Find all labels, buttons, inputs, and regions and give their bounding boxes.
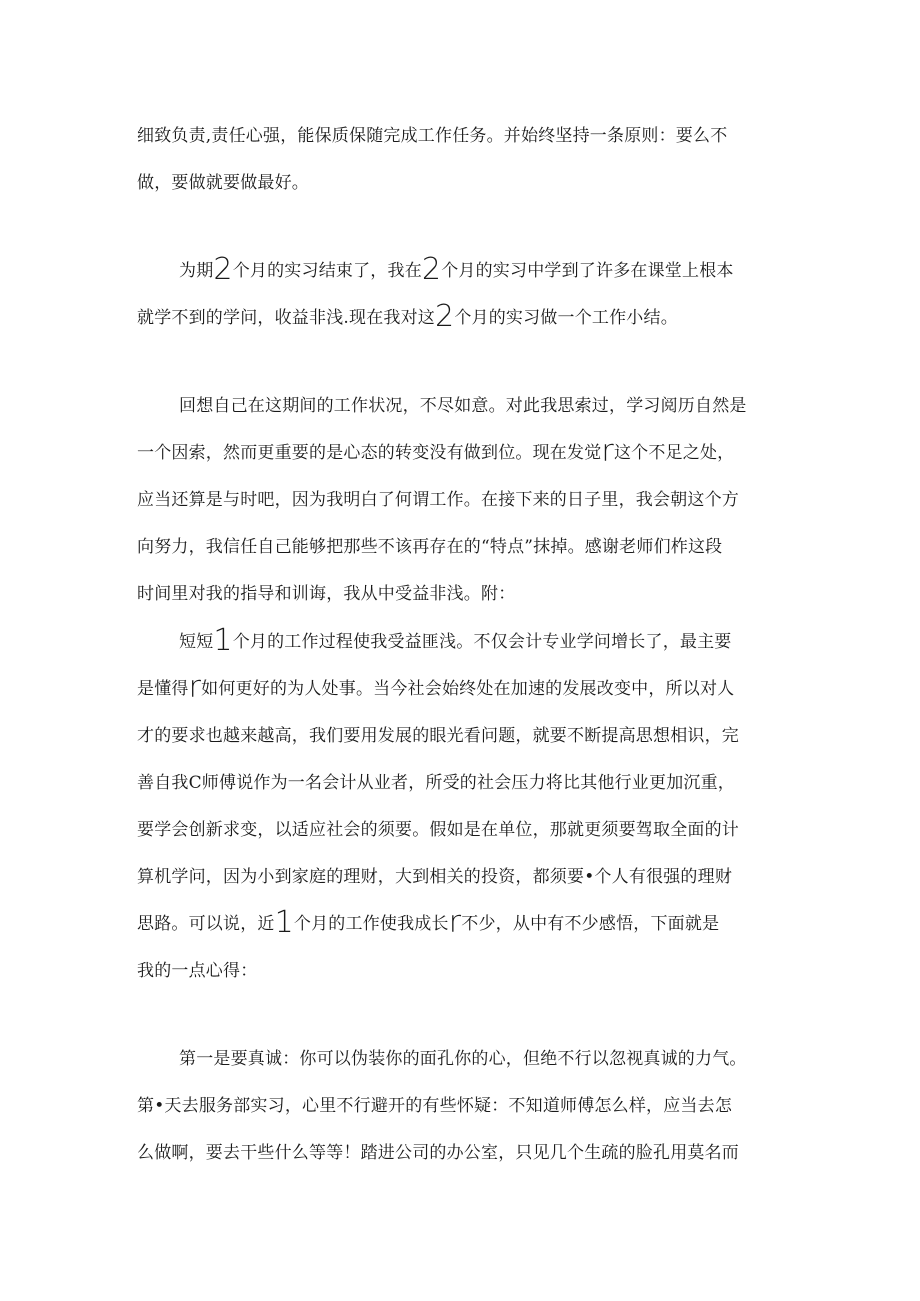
text-line: 为期2个月的实习结束了，我在2个月的实习中学到了许多在课堂上根本 — [179, 252, 734, 287]
text-line: 就学不到的学问，收益非浅.现在我对这2个月的实习做一个工作小结。 — [137, 299, 678, 334]
text-line: 细致负责,责任心强，能保质保随完成工作任务。并始终坚持一条原则：要么不 — [137, 126, 728, 146]
text-line: 才的要求也越来越高，我们要用发展的眼光看问题，就要不断提高思想相识，完 — [137, 726, 739, 746]
text-line: 第一是要真诚：你可以伪装你的面孔你的心，但绝不行以忽视真诚的力气。 — [179, 1049, 747, 1069]
text-line: 要学会创新求变，以适应社会的须要。假如是在单位，那就更须要驾取全面的计 — [137, 820, 739, 840]
text-line: 时间里对我的指导和训诲，我从中受益非浅。附： — [137, 584, 516, 604]
text-line: 是懂得r如何更好的为人处事。当今社会始终处在加速的发展改变中，所以对人 — [137, 670, 735, 705]
text-line: 么做啊，要去干些什么等等！踏进公司的办公室，只见几个生疏的脸孔用莫名而 — [137, 1143, 739, 1163]
text-line: 短短1个月的工作过程使我受益匪浅。不仅会计专业学问增长了，最主要 — [179, 623, 732, 658]
text-line: 应当还算是与时吧，因为我明白了何谓工作。在接下来的日子里，我会朝这个方 — [137, 490, 739, 510]
text-line: 善自我C师傅说作为一名会计从业者，所受的社会压力将比其他行业更加沉重， — [137, 773, 736, 793]
text-line: 第•天去服务部实习，心里不行避开的有些怀疑：不知道师傅怎么样，应当去怎 — [137, 1096, 733, 1116]
text-line: 我的一点心得： — [137, 961, 258, 981]
text-line: 思路。可以说，近1个月的工作使我成长r不少，从中有不少感悟，下面就是 — [137, 905, 720, 940]
text-line: 回想自己在这期间的工作状况，不尽如意。对此我思索过，学习阅历自然是 — [179, 396, 747, 416]
text-line: 算机学问，因为小到家庭的理财，大到相关的投资，都须要•个人有很强的理财 — [137, 867, 733, 887]
text-line: 一个因索，然而更重要的是心态的转变没有做到位。现在发觉r这个不足之处， — [137, 434, 735, 469]
text-line: 向努力，我信任自己能够把那些不该再存在的“特点”抹掉。感谢老师们柞这段 — [137, 537, 723, 557]
text-line: 做，要做就要做最好。 — [137, 173, 309, 193]
